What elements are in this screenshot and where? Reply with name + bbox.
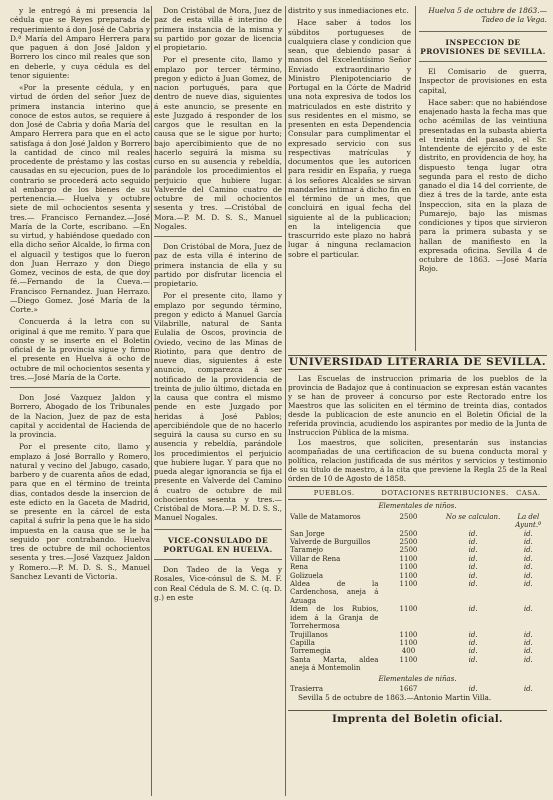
imprenta-line: Imprenta del Boletin oficial.	[288, 710, 547, 724]
column-rule	[285, 6, 286, 796]
table-row	[288, 639, 547, 647]
column-2	[154, 6, 282, 605]
table-row	[288, 546, 547, 554]
table-cell: id.	[523, 554, 533, 563]
paragraph: Don Cristóbal de Mora, Juez de paz de esta villa é interino de primera instancia de la misma y su partido por gozar de licencia el propietario.	[154, 6, 282, 52]
table-cell: id.	[468, 546, 478, 555]
table-cell: id.	[468, 684, 478, 693]
column-rule	[151, 6, 152, 796]
paragraph: Las Escuelas de instruccion primaria de los pueblos de la provincia de Badajoz que á continuacion se expresan están vacantes y se han de proveer á concurso por este Rectorado entre los Maestros que las soliciten en el término de treinta dias, contados desde la publicacion de este anuncio en el Boletin Oficial de la referida provincia, acudiendo los aspirantes por medio de la Junta de Instruccion Pública de la misma.	[288, 374, 547, 437]
table-cell: id.	[468, 571, 478, 580]
table-header-row	[288, 487, 547, 500]
table-row	[288, 513, 547, 530]
table-subheading	[288, 500, 547, 513]
table-cell: Aldea de la Cardenchosa, aneja á Azuaga	[290, 580, 379, 605]
table-cell: No se calculan.	[445, 512, 501, 521]
table-cell: id.	[523, 655, 533, 664]
table-cell: id.	[523, 630, 533, 639]
table-row	[288, 538, 547, 546]
table-cell: id.	[468, 554, 478, 563]
table-cell: 2500	[399, 546, 418, 555]
table-cell: id.	[468, 580, 478, 589]
table-cell: 1100	[399, 571, 418, 580]
table-cell: Taramejo	[290, 546, 323, 555]
table-cell: id.	[523, 638, 533, 647]
table-cell: 1100	[399, 554, 418, 563]
universidad-section	[288, 355, 547, 724]
table-cell: id.	[468, 529, 478, 538]
separator	[419, 31, 547, 32]
table-row	[288, 631, 547, 639]
column-header: RETRIBUCIONES.	[437, 487, 510, 500]
column-1	[10, 6, 150, 584]
table-row	[288, 647, 547, 655]
table-cell: 1100	[399, 580, 418, 589]
paragraph: y le entregó á mi presencia la cédula que se Reyes preparada de requerimiento á don José de Cabria y D.ª María del Amparo Herrera para que paguen á don José Jaldon y Borrero los cinco mil reales que son en deberle, y cuya cédula es del tenor siguiente:	[10, 6, 150, 80]
table-cell: Golizuela	[290, 571, 324, 580]
paragraph: El Comisario de guerra, Inspector de provisiones en esta capital,	[419, 67, 547, 95]
girls-heading: Elementales de niñas.	[378, 674, 457, 683]
table-row	[288, 530, 547, 538]
paragraph: Los maestros, que soliciten, presentarán sus instancias acompañadas de una certificacion de su buena conducta moral y política, relacion justificada de sus méritos y servicios y testimonio de su título de maestro, á la cita que previene la Regla 25 de la Real órden de 10 de Agosto de 1858.	[288, 438, 547, 483]
table-cell: 2500	[399, 529, 418, 538]
table-row	[288, 555, 547, 563]
column-rule	[415, 6, 416, 351]
table-cell: Villar de Rena	[290, 554, 341, 563]
table-cell: 1100	[399, 630, 418, 639]
paragraph: Hace saber: que no habiéndose enajenado hasta la fecha mas que ocho acémilas de las veintiuna presentadas en la subasta abierta el treinta del pasado, el Sr. Intendente de ejército y de este distrito, en providencia de hoy, ha dispuesto tenga lugar otra segunda para el resto de dicho ganado el dia 14 del corriente, de diez á tres de la tarde, ante esta Inspeccion, sita en la plaza de Pumarejo, bajo las mismas condiciones y tipos que sirvieron para la primera subasta y se hallan de manifiesto en la expresada oficina. Sevilla 4 de octubre de 1863. —José María Rojo.	[419, 97, 547, 274]
table-cell: Torremegia	[290, 647, 331, 656]
table-cell: Santa Marta, aldea aneja á Montemolin	[290, 655, 379, 673]
column-header: CASA.	[510, 487, 547, 500]
table-cell: 1100	[399, 655, 418, 664]
column-header: DOTACIONES	[380, 487, 436, 500]
separator	[154, 529, 282, 530]
paragraph: distrito y sus inmediaciones etc.	[288, 6, 409, 15]
table-row	[288, 580, 547, 605]
paragraph: Por el presente cito, llamo y emplazo por segundo término, pregon y edicto á Manuel García Vilabrille, natural de Santa Eulalia de Oscos, provincia de Oviedo, vecino de las Minas de Riotinto, para que dentro de nueve dias, siguientes á este anuncio, comparezca á ser notificado de la providencia de treinta de julio último, dictada en la causa que contra el mismo pende en este Juzgado por heridas á José Pablos; apercibiéndole que de no hacerlo seguirá la causa su curso en su ausencia y rebeldía, parándole los procedimientos el perjuicio que hubiere lugar. Y para que no pueda alegar ignorancia se fija el presente en Valverde del Camino á cuatro de octubre de mil ochocientos sesenta y tres.—Cristóbal de Mora.—P. M. D. S. S., Manuel Nogales.	[154, 291, 282, 523]
table-cell: 1667	[399, 684, 418, 693]
separator	[154, 559, 282, 560]
table-row	[288, 685, 547, 693]
table-cell: id.	[523, 684, 533, 693]
table-cell: 400	[401, 647, 416, 656]
paragraph: Por el presente cito, llamo y emplazo por tercer término, pregon y edicto á Juan Gomez, de nacion portugués, para que dentro de nueve dias, siguientes á este anuncio, se presente en este Juzgado á responder de los cargos que le resultan en la causa que se le sigue por hurto; bajo apercibimiento que de no hacerlo seguirá la misma su curso en su ausencia y rebeldía, parándole los procedimientos el perjuicio que hubiere lugar. Valverde del Camino cuatro de octubre de mil ochocientos sesenta y tres. —Cristóbal de Mora.—P. M. D. S. S., Manuel Nogales.	[154, 55, 282, 231]
table-cell: La del Ayunt.º	[515, 512, 542, 530]
paragraph: Por el presente cito, llamo y emplazo á José Borrallo y Romero, natural y vecino del Jabugo, casado, barbero y de cuarenta años de edad, para que en el término de treinta dias, contados desde la insercion de este edicto en la Gaceta de Madrid, se presente en la cárcel de esta capital á sufrir la pena que le ha sido impuesta en la causa que se le ha seguido por contrabando. Huelva tres de octubre de mil ochocientos sesenta y tres.—José Vazquez Jaldon y Romero.—P. M. D. S. S., Manuel Sanchez Levanti de Victoria.	[10, 442, 150, 581]
universidad-title: UNIVERSIDAD LITERARIA DE SEVILLA.	[288, 356, 547, 368]
table-cell: Trujillanos	[290, 630, 328, 639]
separator	[154, 236, 282, 237]
table-cell: 1100	[399, 563, 418, 572]
table-cell: Rena	[290, 563, 309, 572]
table-cell: 1100	[399, 638, 418, 647]
table-row	[288, 656, 547, 673]
paragraph: Hace saber á todos los súbditos portugueses de cualquiera clase y condicion que sean, que debiendo pasar á manos del Excelentísimo Señor Enviado extraordinario y Ministro Plenipotenciario de Portugal en la Córte de Madrid una nota expresiva de todos los matriculados en este distrito y sus residentes en el mismo, se presenten en esta Dependencia Consular para cumplimentar el expresado servicio con sus respectivas matrículas y documentos que les autoricen para residir en España, y ruega á los señores Alcaldes se sirvan mandarles intimar á dicho fin en el término de un mes, que concluirá en igual fecha del siguiente al de la publicacion; en la inteligencia que trascurrido este plazo no habrá lugar á ninguna reclamacion sobre el particular.	[288, 18, 411, 259]
table-cell: Capilla	[290, 638, 315, 647]
table-cell: id.	[523, 580, 533, 589]
schools-table	[288, 486, 547, 693]
table-cell: Trasierra	[290, 684, 324, 693]
table-cell: id.	[523, 563, 533, 572]
signature: Huelva 5 de octubre de 1863.—Tadeo de la Vega.	[428, 6, 547, 25]
column-header: PUEBLOS.	[288, 487, 380, 500]
vice-consulado-title: VICE-CONSULADO DE PORTUGAL EN HUELVA.	[163, 535, 273, 554]
table-cell: id.	[523, 529, 533, 538]
table-cell: id.	[523, 605, 533, 614]
table-cell: id.	[523, 546, 533, 555]
table-cell: Valverde de Burguillos	[290, 538, 371, 547]
table-cell: id.	[523, 538, 533, 547]
univ-footer: Sevilla 5 de octubre de 1863.—Antonio Martin Villa.	[298, 693, 492, 703]
table-cell: id.	[523, 647, 533, 656]
table-cell: 2500	[399, 538, 418, 547]
table-cell: 2500	[399, 512, 418, 521]
paragraph: Don Cristóbal de Mora, Juez de paz de esta villa é interino de primera instancia de ella y su partido por disfrutar licencia el propietario.	[154, 242, 282, 288]
separator	[419, 61, 547, 62]
paragraph: Don Tadeo de la Vega y Rosales, Vice-cónsul de S. M. F. con Real Cédula de S. M. C. (q. D. g.) en este	[154, 565, 282, 602]
table-cell: id.	[468, 630, 478, 639]
table-cell: id.	[523, 571, 533, 580]
table-subheading	[288, 673, 547, 685]
table-cell: id.	[468, 647, 478, 656]
table-cell: id.	[468, 605, 478, 614]
table-cell: 1100	[399, 605, 418, 614]
boys-heading: Elementales de niños.	[378, 502, 457, 511]
table-row	[288, 563, 547, 571]
paragraph: Don José Vazquez Jaldon y Borrero, Abogado de los Tribunales de la Nacion, Juez de paz de esta capital y accidental de Hacienda de la provincia.	[10, 393, 150, 439]
paragraph: Concuerda á la letra con su original á que me remito. Y para que conste y se inserte en el Boletin oficial de la provincia sigue y firmo el presente en Huelva á ocho de octubre de mil ochocientos sesenta y tres.—José María de la Corte.	[10, 317, 150, 382]
table-cell: San Jorge	[290, 529, 325, 538]
table-cell: id.	[468, 638, 478, 647]
table-cell: Idem de los Rubios, idem á la Granja de Torrehermosa	[290, 605, 379, 631]
table-cell: Valle de Matamoros	[290, 512, 361, 521]
inspeccion-title: INSPECCION DE PROVISIONES DE SEVILLA.	[420, 37, 546, 56]
table-row	[288, 605, 547, 630]
column-3	[288, 6, 411, 262]
table-cell: id.	[468, 538, 478, 547]
table-cell: id.	[468, 563, 478, 572]
table-row	[288, 572, 547, 580]
separator	[10, 387, 150, 388]
paragraph: «Por la presente cédula, y en virtud de órden del señor Juez de primera instancia interino que conoce de estos autos, se requiere á don José de Cabria y doña María del Amparo Herrera para que en el acto satisfaga á don José Jaldon y Borrero la cantidad de cinco mil reales procedente de préstamo y las costas causadas en su ejecucion, pues de lo contrario se procederá acto seguido al embargo de los bienes de su pertenencia.— Huelva y octubre siete de mil ochocientos sesenta y tres.— Francisco Fernandez.—José María de la Corte, escribano. —En su virtud, y habiéndose quedado con ella dicho señor Alcalde, lo firma con el alguacil y testigos que lo fueron don Juan Herrazo y don Diego Gomez, vecinos de esta, de que doy fé.—Fernando de la Cueva.—Francisco Fernandez. Juan Herrazo.—Diego Gomez. José María de la Corte.»	[10, 83, 150, 314]
column-4	[419, 6, 547, 277]
table-cell: id.	[468, 655, 478, 664]
